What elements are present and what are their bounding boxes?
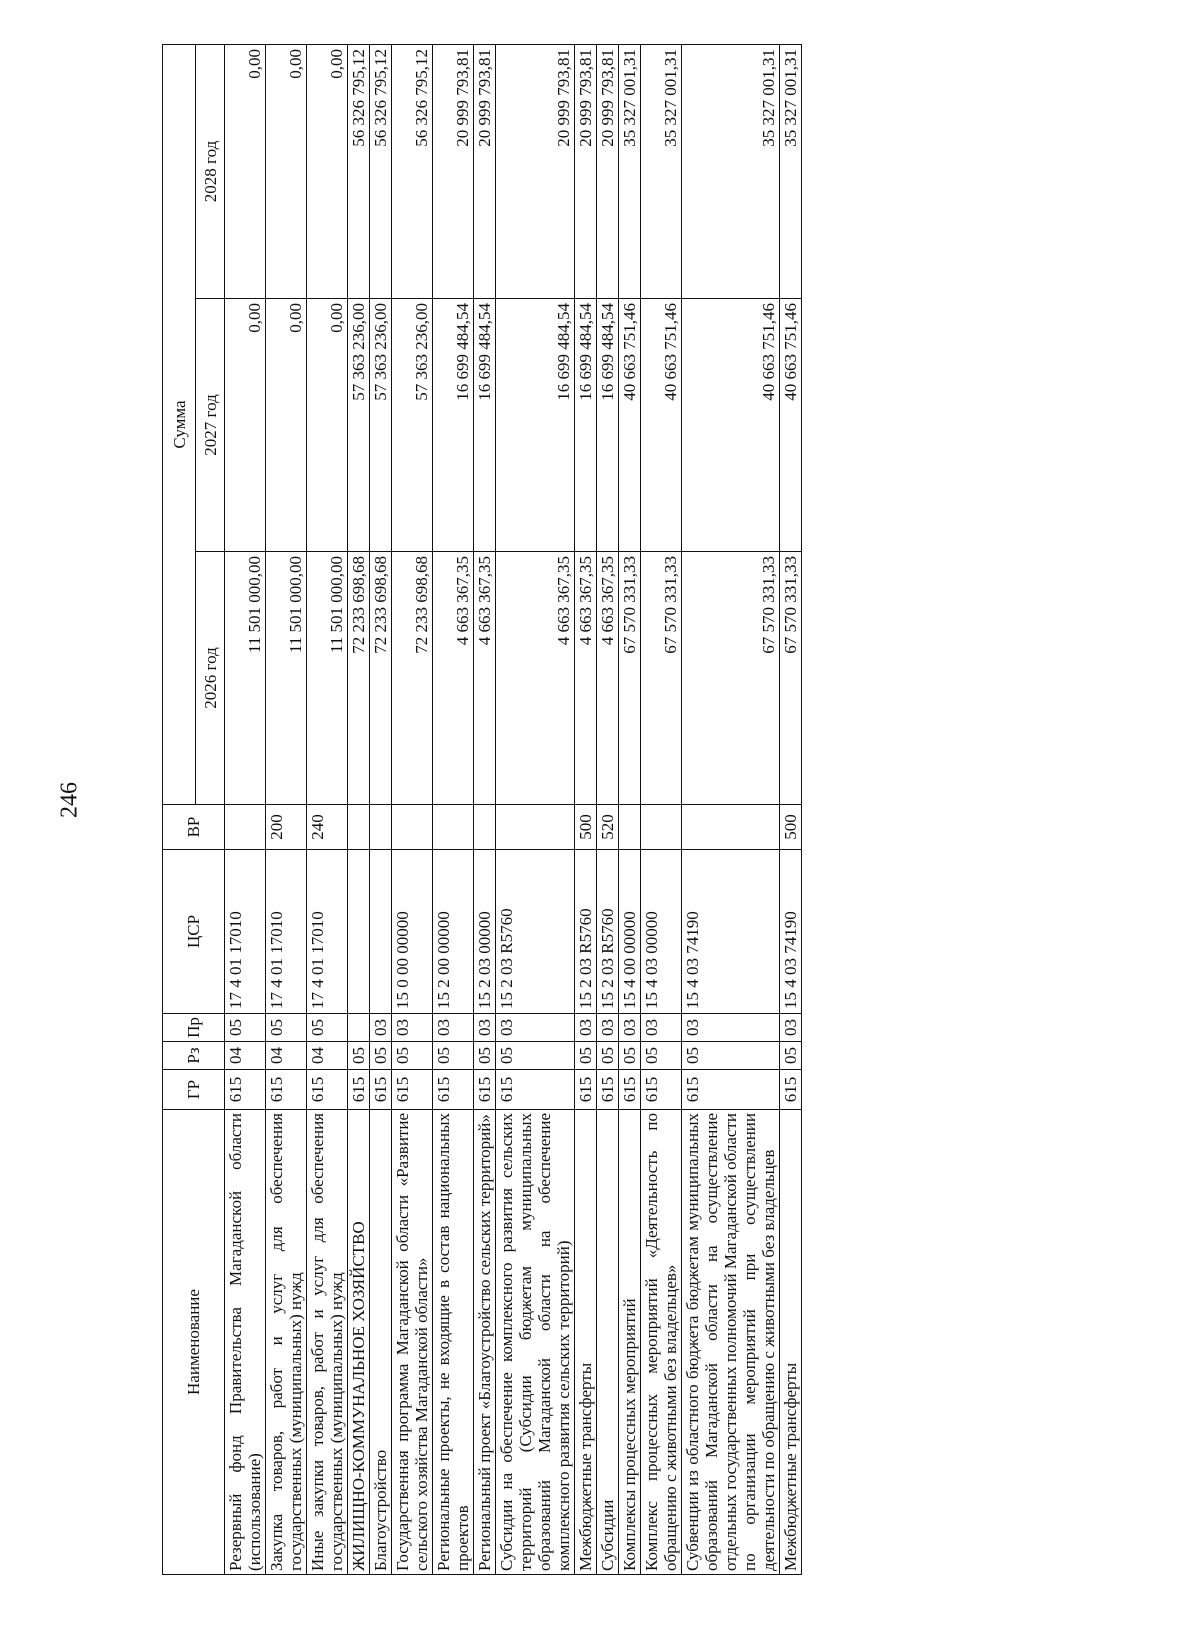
budget-table (162, 44, 802, 1575)
cell-name: Субвенции из областного бюджета бюджетам муниципальных образований Магаданской области на осуществление отдельных государственных полномочий Магаданской области по организации мероприятий при осуществлении деятельности по обращению с животными без владельцев (682, 1110, 780, 1575)
cell-name: Субсидии на обеспечение комплексного развития сельских территорий (Субсидии бюджетам муниципальных образований Магаданской области на обеспечение комплексного развития сельских территорий) (496, 1110, 575, 1575)
table-row (433, 44, 474, 1574)
cell-2027: 0,00 (266, 299, 307, 552)
cell-gr: 615 (682, 1070, 780, 1110)
header-row (163, 44, 196, 1574)
cell-2026: 4 663 367,35 (597, 552, 619, 805)
cell-pr: 03 (575, 1014, 597, 1042)
cell-csr (348, 850, 370, 1014)
cell-gr: 615 (474, 1070, 496, 1110)
cell-2026: 4 663 367,35 (496, 552, 575, 805)
table-row (370, 44, 392, 1574)
cell-pr: 03 (496, 1014, 575, 1042)
cell-csr: 17 4 01 17010 (225, 850, 266, 1014)
cell-2027: 16 699 484,54 (433, 299, 474, 552)
cell-pr: 03 (597, 1014, 619, 1042)
table-row (474, 44, 496, 1574)
table-row (348, 44, 370, 1574)
cell-name: Региональные проекты, не входящие в состав национальных проектов (433, 1110, 474, 1575)
cell-vr (433, 805, 474, 850)
cell-2027: 57 363 236,00 (348, 299, 370, 552)
cell-pr: 05 (307, 1014, 348, 1042)
cell-2026: 67 570 331,33 (641, 552, 682, 805)
cell-vr (682, 805, 780, 850)
cell-vr (496, 805, 575, 850)
cell-rz: 04 (266, 1042, 307, 1070)
cell-pr: 03 (619, 1014, 641, 1042)
cell-2027: 16 699 484,54 (575, 299, 597, 552)
cell-2028: 20 999 793,81 (575, 44, 597, 298)
header-gr: ГР (163, 1070, 225, 1110)
cell-gr: 615 (307, 1070, 348, 1110)
cell-gr: 615 (370, 1070, 392, 1110)
cell-pr: 05 (225, 1014, 266, 1042)
table-row (307, 44, 348, 1574)
cell-2026: 67 570 331,33 (619, 552, 641, 805)
cell-2028: 20 999 793,81 (474, 44, 496, 298)
cell-gr: 615 (619, 1070, 641, 1110)
cell-2028: 35 327 001,31 (641, 44, 682, 298)
cell-2027: 57 363 236,00 (392, 299, 433, 552)
cell-rz: 05 (597, 1042, 619, 1070)
cell-csr: 15 4 00 00000 (619, 850, 641, 1014)
cell-vr (474, 805, 496, 850)
cell-2028: 56 326 795,12 (348, 44, 370, 298)
cell-vr: 520 (597, 805, 619, 850)
cell-2027: 40 663 751,46 (641, 299, 682, 552)
cell-csr: 15 2 03 00000 (474, 850, 496, 1014)
cell-vr (370, 805, 392, 850)
cell-csr (370, 850, 392, 1014)
cell-2026: 11 501 000,00 (225, 552, 266, 805)
cell-vr (225, 805, 266, 850)
cell-csr: 15 4 03 74190 (682, 850, 780, 1014)
cell-gr: 615 (597, 1070, 619, 1110)
table-row (225, 44, 266, 1574)
cell-2028: 56 326 795,12 (392, 44, 433, 298)
cell-rz: 04 (307, 1042, 348, 1070)
cell-name: Резервный фонд Правительства Магаданской области (использование) (225, 1110, 266, 1575)
table-row (266, 44, 307, 1574)
cell-2028: 56 326 795,12 (370, 44, 392, 298)
cell-2027: 0,00 (225, 299, 266, 552)
cell-name: Комплексы процессных мероприятий (619, 1110, 641, 1575)
header-year-2026: 2026 год (196, 552, 225, 805)
cell-csr: 15 0 00 00000 (392, 850, 433, 1014)
cell-rz: 05 (496, 1042, 575, 1070)
header-rz: Рз (163, 1042, 225, 1070)
table-row (641, 44, 682, 1574)
cell-csr: 15 2 03 R5760 (597, 850, 619, 1014)
cell-gr: 615 (641, 1070, 682, 1110)
cell-rz: 05 (348, 1042, 370, 1070)
cell-rz: 05 (474, 1042, 496, 1070)
table-row (392, 44, 433, 1574)
cell-vr: 200 (266, 805, 307, 850)
cell-2026: 4 663 367,35 (433, 552, 474, 805)
cell-rz: 04 (225, 1042, 266, 1070)
cell-rz: 05 (392, 1042, 433, 1070)
cell-2028: 0,00 (225, 44, 266, 298)
cell-2028: 35 327 001,31 (682, 44, 780, 298)
cell-2026: 11 501 000,00 (266, 552, 307, 805)
cell-gr: 615 (392, 1070, 433, 1110)
cell-name: Субсидии (597, 1110, 619, 1575)
table-row (575, 44, 597, 1574)
table-row (780, 44, 802, 1574)
header-pr: Пр (163, 1014, 225, 1042)
cell-name: Межбюджетные трансферты (575, 1110, 597, 1575)
cell-vr (641, 805, 682, 850)
cell-csr: 17 4 01 17010 (266, 850, 307, 1014)
cell-csr: 15 2 03 R5760 (496, 850, 575, 1014)
header-year-2028: 2028 год (196, 44, 225, 298)
cell-pr: 03 (780, 1014, 802, 1042)
cell-rz: 05 (370, 1042, 392, 1070)
cell-gr: 615 (780, 1070, 802, 1110)
cell-pr (348, 1014, 370, 1042)
table-row (682, 44, 780, 1574)
cell-gr: 615 (225, 1070, 266, 1110)
cell-2026: 67 570 331,33 (682, 552, 780, 805)
cell-name: Благоустройство (370, 1110, 392, 1575)
cell-2027: 16 699 484,54 (496, 299, 575, 552)
cell-2028: 0,00 (266, 44, 307, 298)
cell-2027: 0,00 (307, 299, 348, 552)
cell-name: Региональный проект «Благоустройство сельских территорий» (474, 1110, 496, 1575)
cell-2028: 20 999 793,81 (433, 44, 474, 298)
cell-name: Межбюджетные трансферты (780, 1110, 802, 1575)
cell-vr: 500 (575, 805, 597, 850)
header-year-2027: 2027 год (196, 299, 225, 552)
cell-2026: 11 501 000,00 (307, 552, 348, 805)
rotated-page-content (162, 45, 1167, 1575)
cell-rz: 05 (575, 1042, 597, 1070)
cell-name: Иные закупки товаров, работ и услуг для обеспечения государственных (муниципальных) нужд (307, 1110, 348, 1575)
cell-vr: 500 (780, 805, 802, 850)
cell-rz: 05 (780, 1042, 802, 1070)
cell-2027: 40 663 751,46 (619, 299, 641, 552)
page-number: 246 (56, 782, 83, 818)
cell-rz: 05 (641, 1042, 682, 1070)
cell-gr: 615 (575, 1070, 597, 1110)
cell-2026: 72 233 698,68 (370, 552, 392, 805)
cell-name: Государственная программа Магаданской области «Развитие сельского хозяйства Магаданской области» (392, 1110, 433, 1575)
cell-vr (348, 805, 370, 850)
cell-name: Закупка товаров, работ и услуг для обеспечения государственных (муниципальных) нужд (266, 1110, 307, 1575)
cell-pr: 03 (682, 1014, 780, 1042)
cell-csr: 15 4 03 00000 (641, 850, 682, 1014)
cell-pr: 03 (370, 1014, 392, 1042)
header-sum: Сумма (163, 44, 196, 804)
cell-rz: 05 (619, 1042, 641, 1070)
table-row (597, 44, 619, 1574)
cell-csr: 15 2 03 R5760 (575, 850, 597, 1014)
cell-pr: 03 (474, 1014, 496, 1042)
cell-csr: 15 2 00 00000 (433, 850, 474, 1014)
cell-2028: 35 327 001,31 (780, 44, 802, 298)
cell-pr: 03 (641, 1014, 682, 1042)
cell-gr: 615 (266, 1070, 307, 1110)
cell-2026: 4 663 367,35 (575, 552, 597, 805)
cell-rz: 05 (433, 1042, 474, 1070)
cell-pr: 05 (266, 1014, 307, 1042)
cell-vr (392, 805, 433, 850)
table-row (619, 44, 641, 1574)
cell-2027: 16 699 484,54 (597, 299, 619, 552)
table-row (496, 44, 575, 1574)
cell-2026: 72 233 698,68 (348, 552, 370, 805)
header-name: Наименование (163, 1110, 225, 1575)
cell-name: Комплекс процессных мероприятий «Деятельность по обращению с животными без владельцев» (641, 1110, 682, 1575)
cell-name: ЖИЛИЩНО-КОММУНАЛЬНОЕ ХОЗЯЙСТВО (348, 1110, 370, 1575)
cell-vr: 240 (307, 805, 348, 850)
cell-2027: 57 363 236,00 (370, 299, 392, 552)
cell-gr: 615 (348, 1070, 370, 1110)
table-body (225, 44, 802, 1574)
cell-csr: 15 4 03 74190 (780, 850, 802, 1014)
cell-2027: 40 663 751,46 (682, 299, 780, 552)
cell-2027: 16 699 484,54 (474, 299, 496, 552)
cell-pr: 03 (392, 1014, 433, 1042)
cell-2028: 20 999 793,81 (496, 44, 575, 298)
cell-2028: 0,00 (307, 44, 348, 298)
cell-pr: 03 (433, 1014, 474, 1042)
cell-2027: 40 663 751,46 (780, 299, 802, 552)
cell-gr: 615 (496, 1070, 575, 1110)
cell-2026: 67 570 331,33 (780, 552, 802, 805)
cell-gr: 615 (433, 1070, 474, 1110)
cell-csr: 17 4 01 17010 (307, 850, 348, 1014)
cell-2026: 72 233 698,68 (392, 552, 433, 805)
cell-2026: 4 663 367,35 (474, 552, 496, 805)
header-vr: ВР (163, 805, 225, 850)
cell-vr (619, 805, 641, 850)
cell-rz: 05 (682, 1042, 780, 1070)
cell-2028: 20 999 793,81 (597, 44, 619, 298)
cell-2028: 35 327 001,31 (619, 44, 641, 298)
header-csr: ЦСР (163, 850, 225, 1014)
